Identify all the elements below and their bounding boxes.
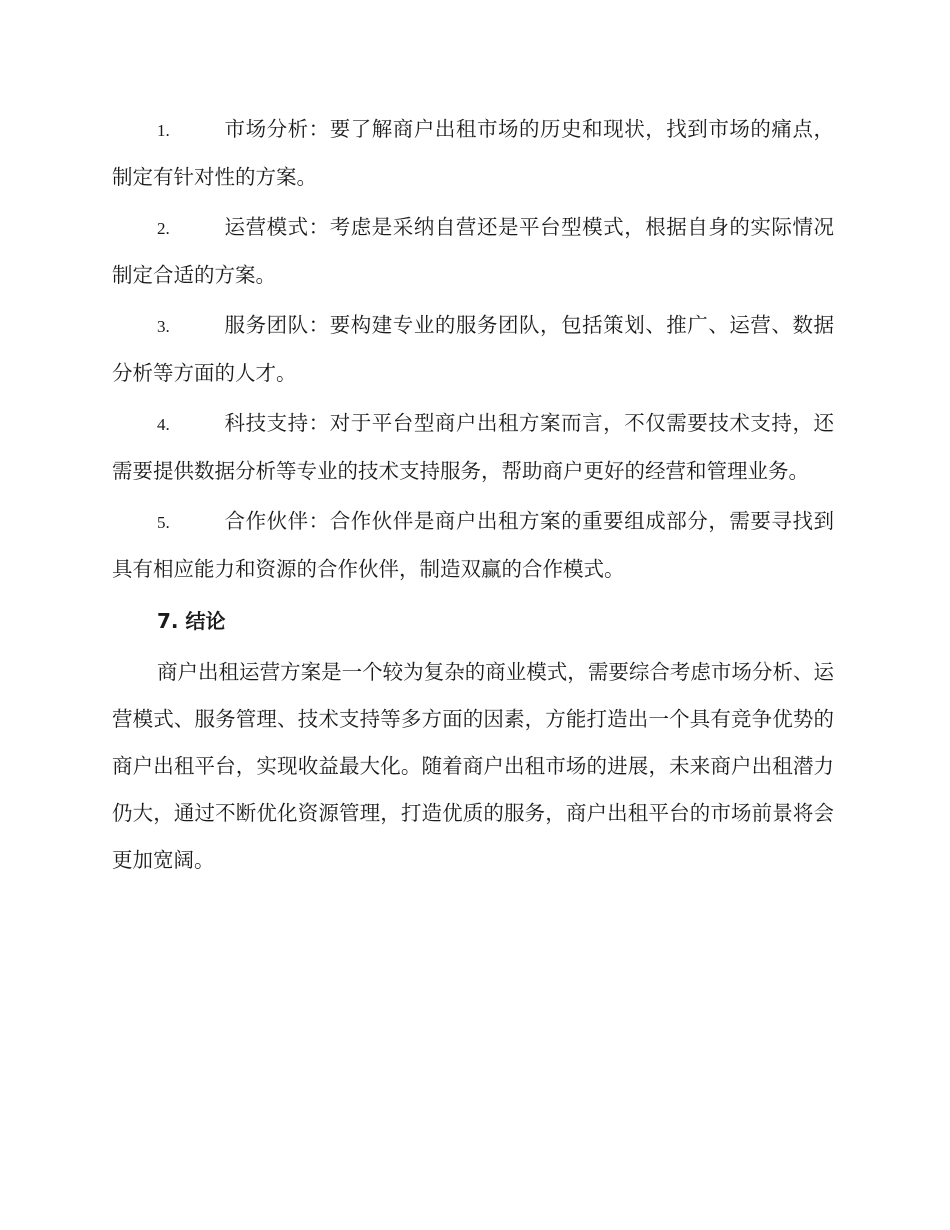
list-item [112,400,834,495]
list-text: 科技支持：对于平台型商户出租方案而言，不仅需要技术支持，还需要提供数据分析等专业的技术支持服务，帮助商户更好的经营和管理业务。 [112,411,834,483]
list-text: 运营模式：考虑是采纳自营还是平台型模式，根据自身的实际情况制定合适的方案。 [112,215,834,287]
list-text: 合作伙伴：合作伙伴是商户出租方案的重要组成部分，需要寻找到具有相应能力和资源的合作伙伴，制造双赢的合作模式。 [112,509,834,581]
list-number: 1. [157,121,170,140]
list-item [112,498,834,593]
list-item [112,106,834,201]
list-number: 5. [157,513,170,532]
document-page [112,106,834,884]
section-heading: 7. 结论 [157,609,226,633]
list-number: 3. [157,317,170,336]
list-item [112,302,834,397]
list-number: 4. [157,415,170,434]
list-item [112,204,834,299]
conclusion-paragraph: 商户出租运营方案是一个较为复杂的商业模式，需要综合考虑市场分析、运营模式、服务管理、技术支持等多方面的因素，方能打造出一个具有竞争优势的商户出租平台，实现收益最大化。随着商户出租市场的进展，未来商户出租潜力仍大，通过不断优化资源管理，打造优质的服务，商户出租平台的市场前景将会更加宽阔。 [112,660,834,872]
list-number: 2. [157,219,170,238]
list-text: 市场分析：要了解商户出租市场的历史和现状，找到市场的痛点，制定有针对性的方案。 [112,117,834,189]
list-text: 服务团队：要构建专业的服务团队，包括策划、推广、运营、数据分析等方面的人才。 [112,313,834,385]
